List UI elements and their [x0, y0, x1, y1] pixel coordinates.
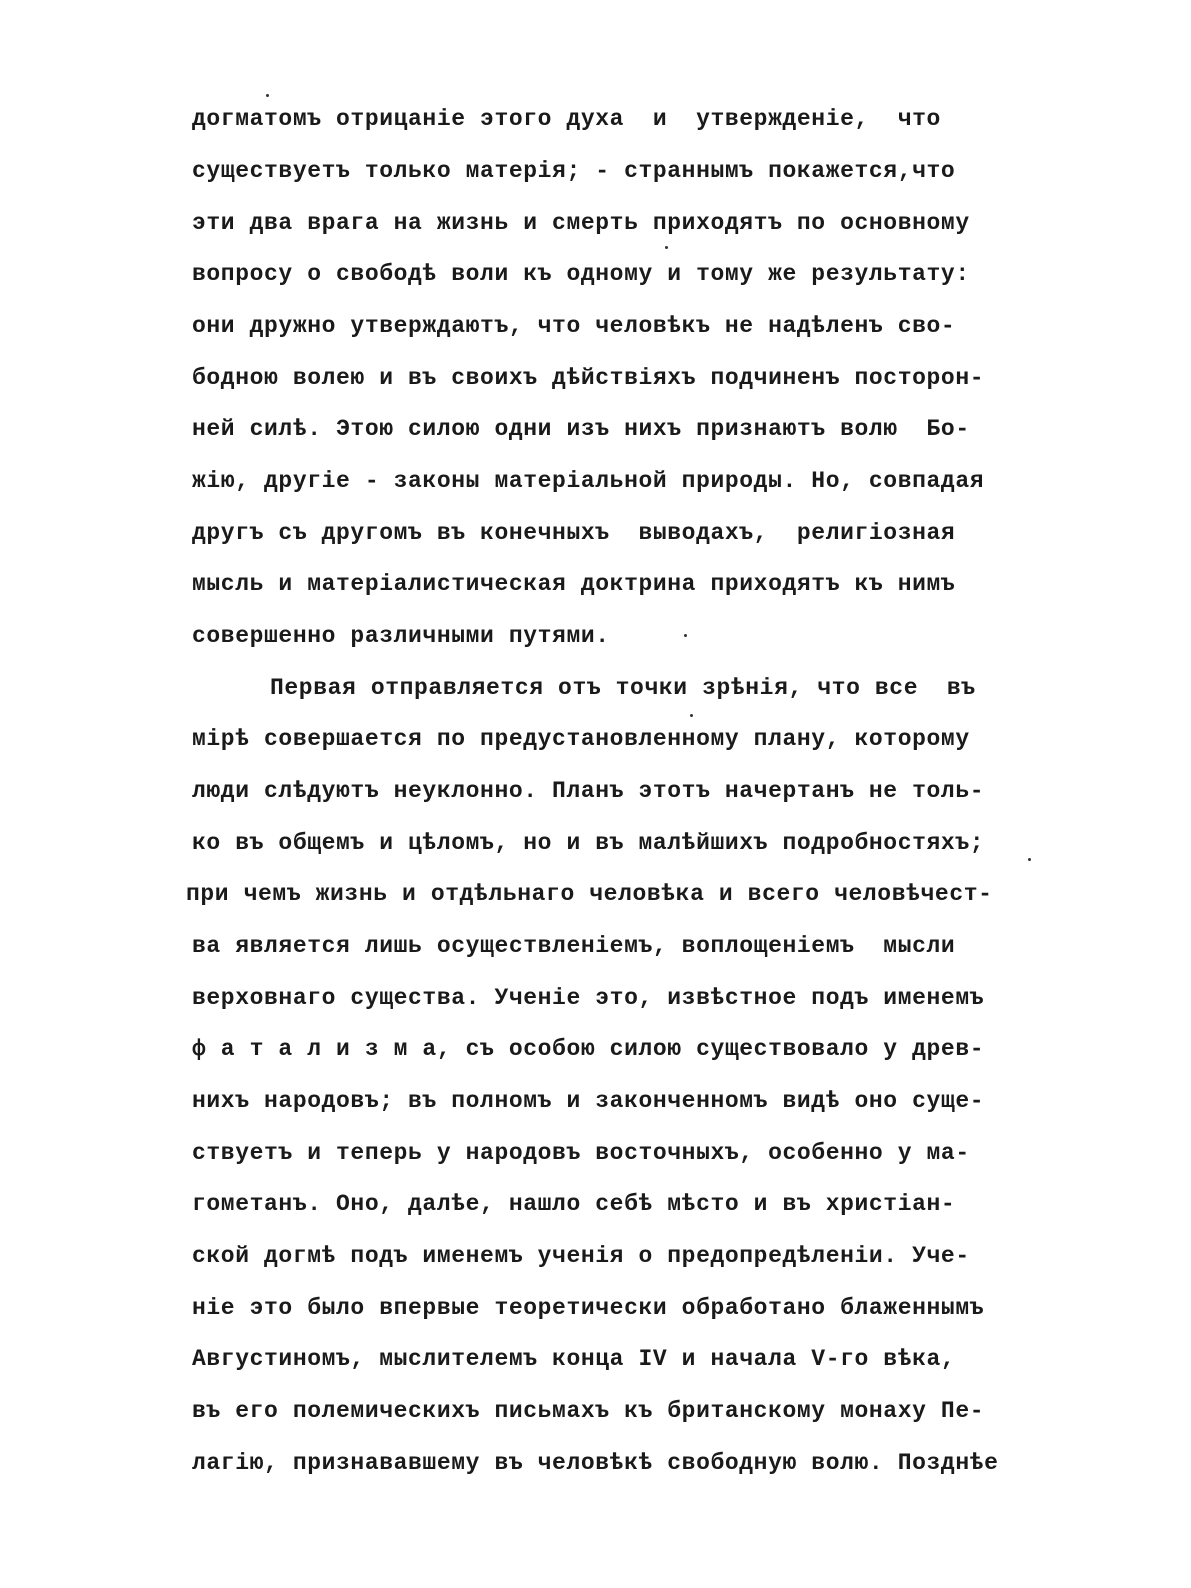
text-line: при чемъ жизнь и отдѣльнаго человѣка и всего человѣчест-: [186, 881, 993, 907]
text-line: ко въ общемъ и цѣломъ, но и въ малѣйшихъ подробностяхъ;: [192, 830, 985, 856]
text-line: мірѣ совершается по предустановленному плану, которому: [192, 726, 970, 752]
text-line: они дружно утверждаютъ, что человѣкъ не надѣленъ сво-: [192, 313, 956, 339]
text-line: бодною волею и въ своихъ дѣйствіяхъ подчиненъ посторон-: [192, 365, 985, 391]
text-line: ской догмѣ подъ именемъ ученія о предопредѣленіи. Уче-: [192, 1243, 970, 1269]
text-line: догматомъ отрицаніе этого духа и утвержденіе, что: [192, 106, 941, 132]
text-line: Августиномъ, мыслителемъ конца IV и начала V-го вѣка,: [192, 1346, 956, 1372]
text-line: гометанъ. Оно, далѣе, нашло себѣ мѣсто и въ христіан-: [192, 1191, 956, 1217]
text-line: существуетъ только матерія; - страннымъ покажется,что: [192, 158, 956, 184]
text-line: мысль и матеріалистическая доктрина приходятъ къ нимъ: [192, 571, 956, 597]
text-line: нихъ народовъ; въ полномъ и законченномъ видѣ оно суще-: [192, 1088, 985, 1114]
scan-speck: [665, 246, 668, 249]
text-line: ф а т а л и з м а, съ особою силою существовало у древ-: [192, 1036, 985, 1062]
text-line: ней силѣ. Этою силою одни изъ нихъ признаютъ волю Бо-: [192, 416, 970, 442]
text-line: верховнаго существа. Ученіе это, извѣстное подъ именемъ: [192, 985, 985, 1011]
text-line: люди слѣдуютъ неуклонно. Планъ этотъ начертанъ не толь-: [192, 778, 985, 804]
text-line: другъ съ другомъ въ конечныхъ выводахъ, религіозная: [192, 520, 956, 546]
text-line: лагію, признававшему въ человѣкѣ свободную волю. Позднѣе: [192, 1450, 999, 1476]
text-line: ствуетъ и теперь у народовъ восточныхъ, особенно у ма-: [192, 1140, 970, 1166]
text-line: вопросу о свободѣ воли къ одному и тому же результату:: [192, 261, 970, 287]
scan-speck: [690, 714, 693, 717]
text-line: жію, другіе - законы матеріальной природы. Но, совпадая: [192, 468, 985, 494]
text-line: эти два врага на жизнь и смерть приходятъ по основному: [192, 210, 970, 236]
scan-speck: [266, 94, 269, 97]
text-line: ва является лишь осуществленіемъ, воплощеніемъ мысли: [192, 933, 956, 959]
text-line: ніе это было впервые теоретически обработано блаженнымъ: [192, 1295, 985, 1321]
paragraph-first-line: Первая отправляется отъ точки зрѣнія, что все въ: [270, 675, 976, 701]
text-line: совершенно различными путями.: [192, 623, 610, 649]
text-line: въ его полемическихъ письмахъ къ британскому монаху Пе-: [192, 1398, 985, 1424]
